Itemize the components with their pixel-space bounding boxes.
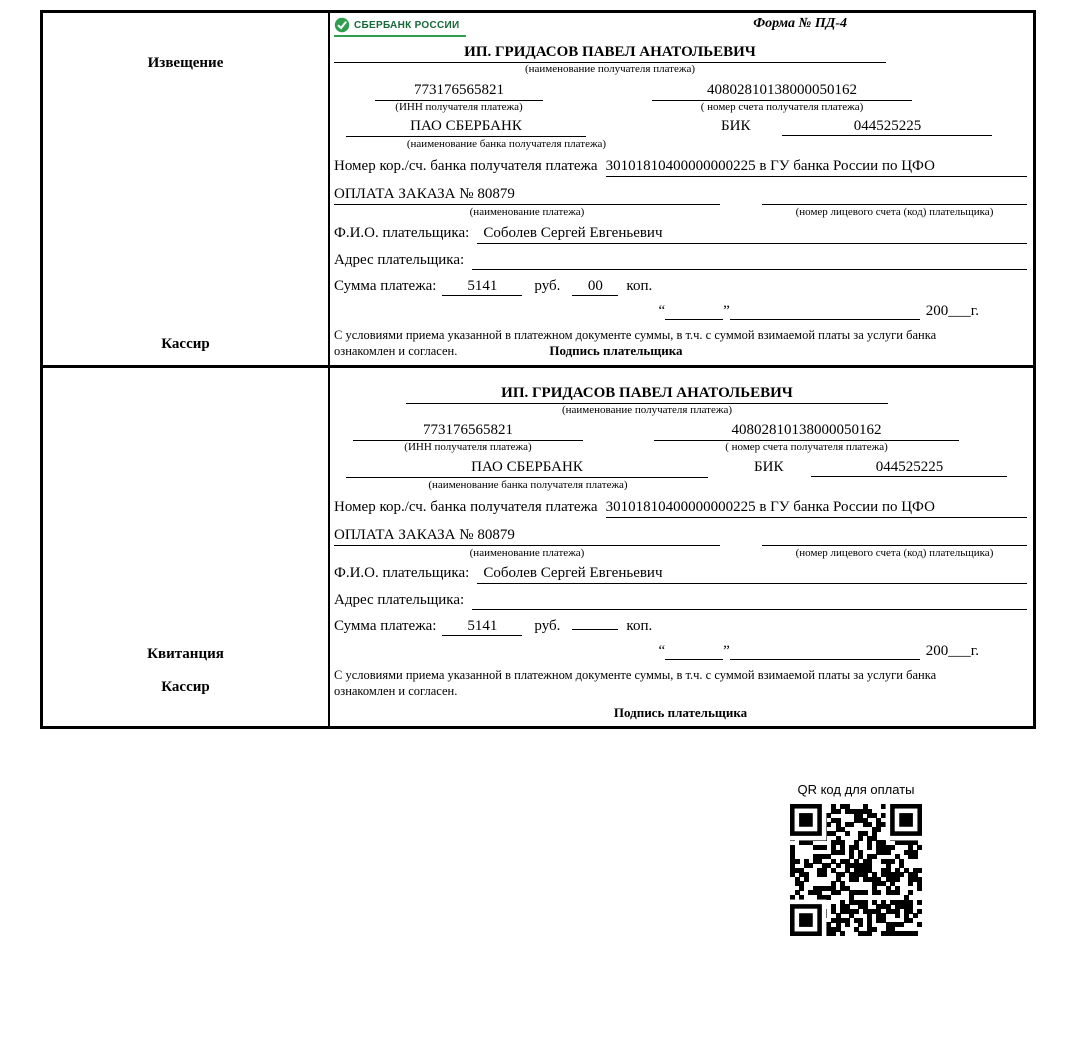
inn-caption: (ИНН получателя платежа): [404, 441, 532, 454]
agreement-line2-row: [334, 343, 1027, 360]
payee-name: ИП. ГРИДАСОВ ПАВЕЛ АНАТОЛЬЕВИЧ: [406, 383, 888, 404]
date-day-blank: [665, 643, 723, 660]
date-month-blank: [730, 643, 920, 660]
notice-section: [40, 10, 1036, 368]
payee-name: ИП. ГРИДАСОВ ПАВЕЛ АНАТОЛЬЕВИЧ: [334, 42, 886, 63]
amount-row: [334, 278, 1027, 296]
amount-kop-value: [572, 629, 618, 630]
payment-name-caption: (наименование платежа): [469, 546, 585, 559]
corr-account-row: [334, 158, 1027, 177]
payer-name-row: [334, 565, 1027, 584]
payer-name-label: Ф.И.О. плательщика:: [334, 224, 470, 241]
date-open-quote: “: [658, 643, 666, 660]
agreement-line2: ознакомлен и согласен.: [334, 344, 458, 359]
notice-header-row: [334, 16, 1027, 42]
corr-account-row: [334, 499, 1027, 518]
bik-value: 044525225: [782, 118, 992, 136]
sberbank-logo-text: СБЕРБАНК РОССИИ: [354, 19, 460, 31]
payment-captions-row: [334, 547, 1027, 560]
notice-left-column: [43, 13, 330, 365]
date-year-label: 200___г.: [925, 302, 979, 319]
payment-purpose-row: [334, 527, 1027, 546]
corr-account-value: 30101810400000000225 в ГУ банка России по ЦФО: [606, 158, 1027, 177]
date-year-label: 200___г.: [925, 643, 979, 660]
notice-form: [330, 13, 1033, 365]
date-open-quote: “: [658, 302, 666, 319]
bik-label: БИК: [754, 459, 784, 476]
account-value: 40802810138000050162: [654, 422, 959, 441]
inn-block: [344, 82, 574, 114]
bank-name-block: [334, 118, 679, 151]
personal-account-blank: [762, 187, 1027, 205]
bank-name-caption: (наименование банка получателя платежа): [428, 479, 628, 492]
payment-purpose-value: ОПЛАТА ЗАКАЗА № 80879: [334, 527, 720, 546]
amount-rub-value: 5141: [442, 618, 522, 636]
bank-bik-row: [334, 459, 1027, 492]
account-caption: ( номер счета получателя платежа): [700, 100, 864, 113]
receipt-cashier-label: Кассир: [161, 678, 210, 695]
amount-label: Сумма платежа:: [334, 277, 437, 294]
kop-label: коп.: [626, 277, 653, 294]
account-value: 40802810138000050162: [652, 82, 912, 101]
inn-block: [344, 422, 592, 454]
bank-bik-row: [334, 118, 1027, 151]
payer-name-value: Соболев Сергей Евгеньевич: [477, 565, 1027, 584]
corr-account-value: 30101810400000000225 в ГУ банка России по ЦФО: [606, 499, 1027, 518]
corr-account-label: Номер кор./сч. банка получателя платежа: [334, 157, 598, 174]
payer-address-blank: [472, 252, 1027, 270]
inn-value: 773176565821: [375, 82, 543, 101]
payee-name-caption: (наименование получателя платежа): [524, 63, 696, 75]
bik-value: 044525225: [811, 459, 1007, 477]
payer-address-label: Адрес плательщика:: [334, 592, 465, 609]
payment-purpose-row: [334, 186, 1027, 205]
sberbank-logo: [334, 16, 466, 37]
rub-label: руб.: [534, 618, 561, 635]
receipt-left-column: [43, 368, 330, 726]
agreement-line2: ознакомлен и согласен.: [334, 684, 458, 698]
qr-code-image: [790, 804, 922, 936]
rub-label: руб.: [534, 277, 561, 294]
amount-rub-value: 5141: [442, 278, 522, 296]
personal-account-blank: [762, 528, 1027, 546]
corr-account-label: Номер кор./сч. банка получателя платежа: [334, 498, 598, 515]
amount-row: [334, 618, 1027, 636]
payment-purpose-value: ОПЛАТА ЗАКАЗА № 80879: [334, 186, 720, 205]
bank-name-value: ПАО СБЕРБАНК: [346, 459, 708, 478]
date-day-blank: [665, 303, 723, 320]
agreement-block: [334, 328, 1027, 360]
amount-label: Сумма платежа:: [334, 618, 437, 635]
account-block: [634, 422, 979, 454]
amount-kop-value: 00: [572, 278, 618, 296]
bank-name-value: ПАО СБЕРБАНК: [346, 118, 586, 137]
signature-label: Подпись плательщика: [549, 343, 683, 359]
payment-name-caption: (наименование платежа): [469, 205, 585, 218]
bank-name-block: [334, 459, 722, 492]
account-block: [632, 82, 932, 114]
payer-name-row: [334, 225, 1027, 244]
notice-section-label: Извещение: [147, 55, 224, 71]
agreement-block: [334, 668, 1027, 721]
payer-address-blank: [472, 592, 1027, 610]
inn-caption: (ИНН получателя платежа): [395, 100, 523, 113]
bik-label: БИК: [721, 118, 751, 135]
sberbank-logo-icon: [334, 17, 350, 33]
kop-label: коп.: [626, 618, 653, 635]
qr-caption: QR код для оплаты: [797, 782, 915, 797]
personal-account-caption: (номер лицевого счета (код) плательщика): [795, 546, 994, 559]
payer-address-row: [334, 592, 1027, 610]
qr-block: [778, 782, 934, 941]
date-close-quote: ”: [723, 643, 730, 660]
personal-account-caption: (номер лицевого счета (код) плательщика): [795, 205, 994, 218]
date-row: [334, 303, 979, 320]
agreement-line1: С условиями приема указанной в платежном документе суммы, в т.ч. с суммой взимаемой платы за услуги банка: [334, 327, 937, 342]
receipt-section: [40, 368, 1036, 729]
payer-name-label: Ф.И.О. плательщика:: [334, 565, 470, 582]
signature-label: Подпись плательщика: [613, 704, 748, 720]
notice-cashier-label: Кассир: [161, 335, 210, 352]
receipt-form: [330, 368, 1033, 726]
account-caption: ( номер счета получателя платежа): [725, 441, 888, 454]
date-close-quote: ”: [723, 302, 730, 319]
payer-name-value: Соболев Сергей Евгеньевич: [477, 225, 1027, 244]
agreement-line1: С условиями приема указанной в платежном документе суммы, в т.ч. с суммой взимаемой платы за услуги банка: [334, 668, 937, 683]
receipt-section-label: Квитанция: [147, 645, 224, 662]
date-row: [334, 643, 979, 660]
form-number-label: Форма № ПД-4: [753, 16, 847, 31]
inn-account-row: [334, 82, 1027, 114]
payee-name-caption: (наименование получателя платежа): [561, 403, 733, 416]
inn-value: 773176565821: [353, 422, 583, 441]
date-month-blank: [730, 303, 920, 320]
payment-captions-row: [334, 206, 1027, 219]
payer-address-row: [334, 252, 1027, 270]
form-pd4: [40, 10, 1036, 729]
inn-account-row: [334, 422, 1027, 454]
payer-address-label: Адрес плательщика:: [334, 251, 465, 268]
bank-name-caption: (наименование банка получателя платежа): [406, 138, 607, 151]
